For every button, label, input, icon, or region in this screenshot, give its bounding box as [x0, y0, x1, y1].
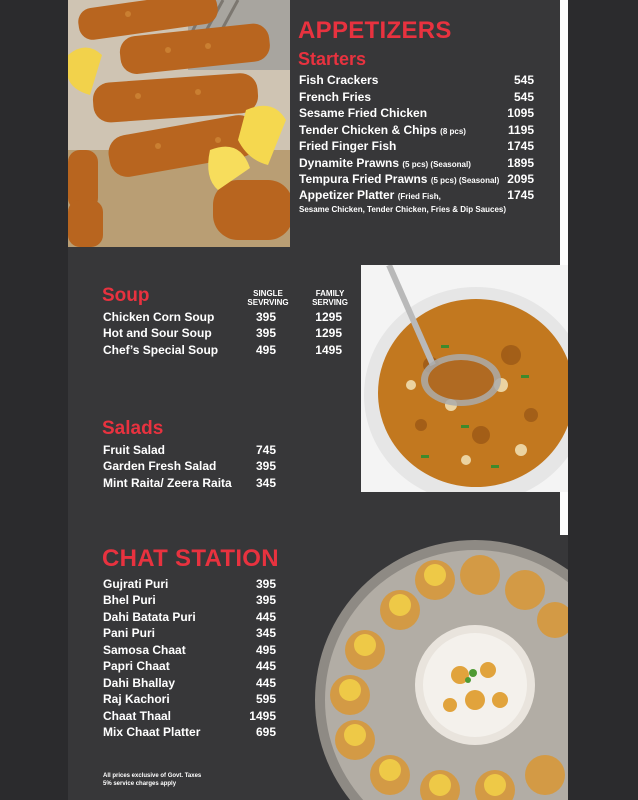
list-item: Fruit Salad	[103, 443, 166, 457]
item-note: (8 pcs)	[440, 127, 466, 136]
list-item: Mint Raita/ Zeera Raita	[103, 476, 232, 490]
soup-photo	[361, 265, 568, 492]
list-item: Appetizer Platter (Fried Fish,	[299, 188, 441, 202]
item-price: 445	[255, 610, 276, 624]
list-item: Chicken Corn Soup	[103, 310, 215, 324]
single-serving-header: SINGLE SEVRVING	[247, 289, 289, 307]
fried-fish-photo	[68, 0, 290, 247]
tax-disclaimer: All prices exclusive of Govt. Taxes 5% service charges apply	[103, 773, 202, 787]
item-price: 595	[255, 692, 276, 706]
item-price: 345	[255, 626, 276, 640]
soup-heading: Soup	[102, 285, 150, 306]
item-price: 345	[255, 476, 276, 490]
list-item: Chaat Thaal	[103, 709, 172, 723]
item-price: 445	[255, 659, 276, 673]
item-price: 395	[255, 459, 276, 473]
item-note: (5 pcs) (Seasonal)	[402, 160, 471, 169]
item-price: 1095	[507, 106, 534, 120]
item-price: 545	[513, 90, 534, 104]
item-price: 2095	[507, 172, 534, 186]
single-price: 395	[255, 326, 276, 340]
list-item: Sesame Fried Chicken	[299, 106, 428, 120]
item-note: (Fried Fish,	[397, 192, 441, 201]
list-item: Hot and Sour Soup	[103, 326, 212, 340]
list-item: Pani Puri	[103, 626, 156, 640]
single-price: 395	[255, 310, 276, 324]
chaat-photo	[310, 535, 568, 800]
family-price: 1295	[315, 310, 342, 324]
list-item: French Fries	[299, 90, 372, 104]
item-note: (5 pcs) (Seasonal)	[430, 176, 500, 185]
family-price: 1495	[315, 343, 342, 357]
item-price: 395	[255, 593, 276, 607]
salads-heading: Salads	[102, 418, 164, 439]
chat-station-heading: CHAT STATION	[102, 545, 279, 572]
item-price: 745	[255, 443, 276, 457]
appetizers-heading: APPETIZERS	[298, 17, 452, 44]
list-item: Garden Fresh Salad	[103, 459, 217, 473]
family-price: 1295	[315, 326, 342, 340]
item-price: 1745	[507, 188, 534, 202]
item-price: 1195	[507, 123, 534, 137]
list-item: Dahi Batata Puri	[103, 610, 196, 624]
list-item: Dahi Bhallay	[103, 676, 176, 690]
list-item: Mix Chaat Platter	[103, 725, 201, 739]
item-price: 1745	[507, 139, 534, 153]
item-price: 545	[513, 73, 534, 87]
list-item: Bhel Puri	[103, 593, 156, 607]
list-item: Fish Crackers	[299, 73, 379, 87]
item-price: 1895	[507, 156, 534, 170]
item-price: 695	[255, 725, 276, 739]
list-item: Raj Kachori	[103, 692, 170, 706]
item-price: 395	[255, 577, 276, 591]
list-item: Dynamite Prawns (5 pcs) (Seasonal)	[299, 156, 471, 170]
left-border	[0, 0, 68, 800]
list-item: Fried Finger Fish	[299, 139, 397, 153]
list-item: Gujrati Puri	[103, 577, 169, 591]
list-item: Chef’s Special Soup	[103, 343, 219, 357]
family-serving-header: FAMILY SERVING	[312, 289, 348, 307]
right-border	[568, 0, 638, 800]
list-item: Tender Chicken & Chips (8 pcs)	[299, 123, 466, 137]
list-item: Samosa Chaat	[103, 643, 186, 657]
starters-subheading: Starters	[298, 49, 367, 69]
list-item: Papri Chaat	[103, 659, 170, 673]
platter-detail: Sesame Chicken, Tender Chicken, Fries & Dip Sauces)	[299, 205, 507, 214]
item-price: 1495	[249, 709, 276, 723]
item-price: 495	[255, 643, 276, 657]
single-price: 495	[255, 343, 276, 357]
list-item: Tempura Fried Prawns (5 pcs) (Seasonal)	[299, 172, 500, 186]
item-price: 445	[255, 676, 276, 690]
